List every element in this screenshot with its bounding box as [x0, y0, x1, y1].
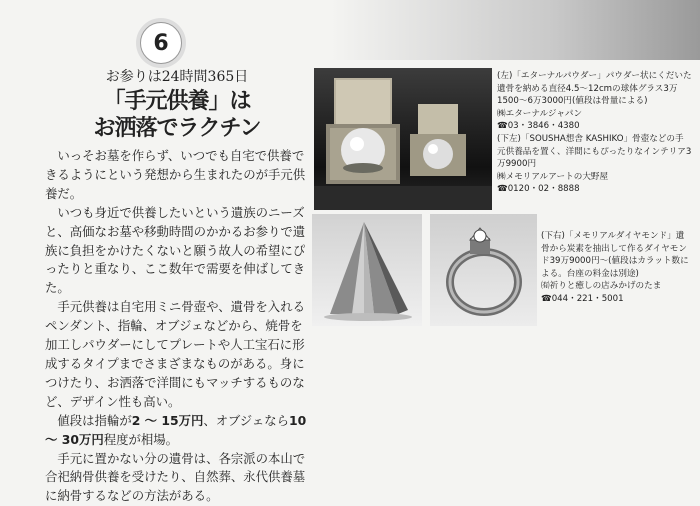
caption-left-block: [497, 70, 692, 196]
caption-left: (左)「エターナルパウダー」パウダー状にくだいた遺骨を納める直径4.5～12cmの球体グラス3万1500～6万3000円(値段は骨量による): [497, 70, 692, 108]
paragraph-3: 手元供養は自宅用ミニ骨壺や、遺骨を入れるペンダント、指輪、オブジェなどから、焼骨を加工しパウダーにしてプレートや人工宝石に形成するタイプまでさまざまなものがある。身につけたり、お洒落で洋間にもマッチするものなど、デザイン性も高い。: [45, 298, 310, 411]
sousha-kashiko-photo: [312, 214, 422, 326]
caption-left-company: ㈱エターナルジャパン: [497, 108, 692, 121]
price-paragraph: 値段は指輪が2 ～ 15万円、オブジェなら10 ～ 30万円程度が相場。: [45, 412, 310, 450]
caption-left-phone: ☎03・3846・4380: [497, 120, 692, 133]
caption-bottom-left-phone: ☎0120・02・8888: [497, 183, 692, 196]
title-line-1: 「手元供養」は: [52, 88, 302, 115]
paragraph-2: いつも身近で供養したいという遺族のニーズと、高価なお墓や移動時間のかかるお参りで遺族に負担をかけたくないと願う故人の希望にぴったりと重なり、ここ数年で需要を伸ばしてきた。: [45, 204, 310, 299]
header-shading: [330, 0, 700, 60]
caption-bottom-right-company: ㈲祈りと癒しの店みかげのたま: [541, 280, 691, 293]
kicker: お参りは24時間365日: [72, 66, 282, 86]
caption-bottom-right-block: [541, 230, 691, 306]
caption-bottom-right: (下右)「メモリアルダイヤモンド」遺骨から炭素を抽出して作るダイヤモンド39万9000円～(値段はカラット数による。台座の料金は別途): [541, 230, 691, 280]
caption-bottom-left: (下左)「SOUSHA想舎 KASHIKO」骨壺などの手元供養品を置く、洋間にもぴったりなインテリア3万9900円: [497, 133, 692, 171]
section-number-badge: [140, 22, 182, 64]
title-line-2: お洒落でラクチン: [52, 115, 302, 142]
section-number: 6: [153, 31, 168, 56]
caption-bottom-left-company: ㈱メモリアルアートの大野屋: [497, 171, 692, 184]
eternal-powder-photo: [314, 68, 492, 210]
memorial-diamond-photo: [430, 214, 537, 326]
object-price: 10 ～ 30万円: [45, 413, 306, 447]
caption-bottom-right-phone: ☎044・221・5001: [541, 293, 691, 306]
article-title: [52, 88, 302, 142]
article-body: [45, 147, 310, 506]
paragraph-last: 手元に置かない分の遺骨は、各宗派の本山で合祀納骨供養を受けたり、自然葬、永代供養墓に納骨するなどの方法がある。: [45, 450, 310, 506]
paragraph-1: いっそお墓を作らず、いつでも自宅で供養できるようにという発想から生まれたのが手元供養だ。: [45, 147, 310, 204]
ring-price: 2 ～ 15万円: [132, 413, 204, 428]
